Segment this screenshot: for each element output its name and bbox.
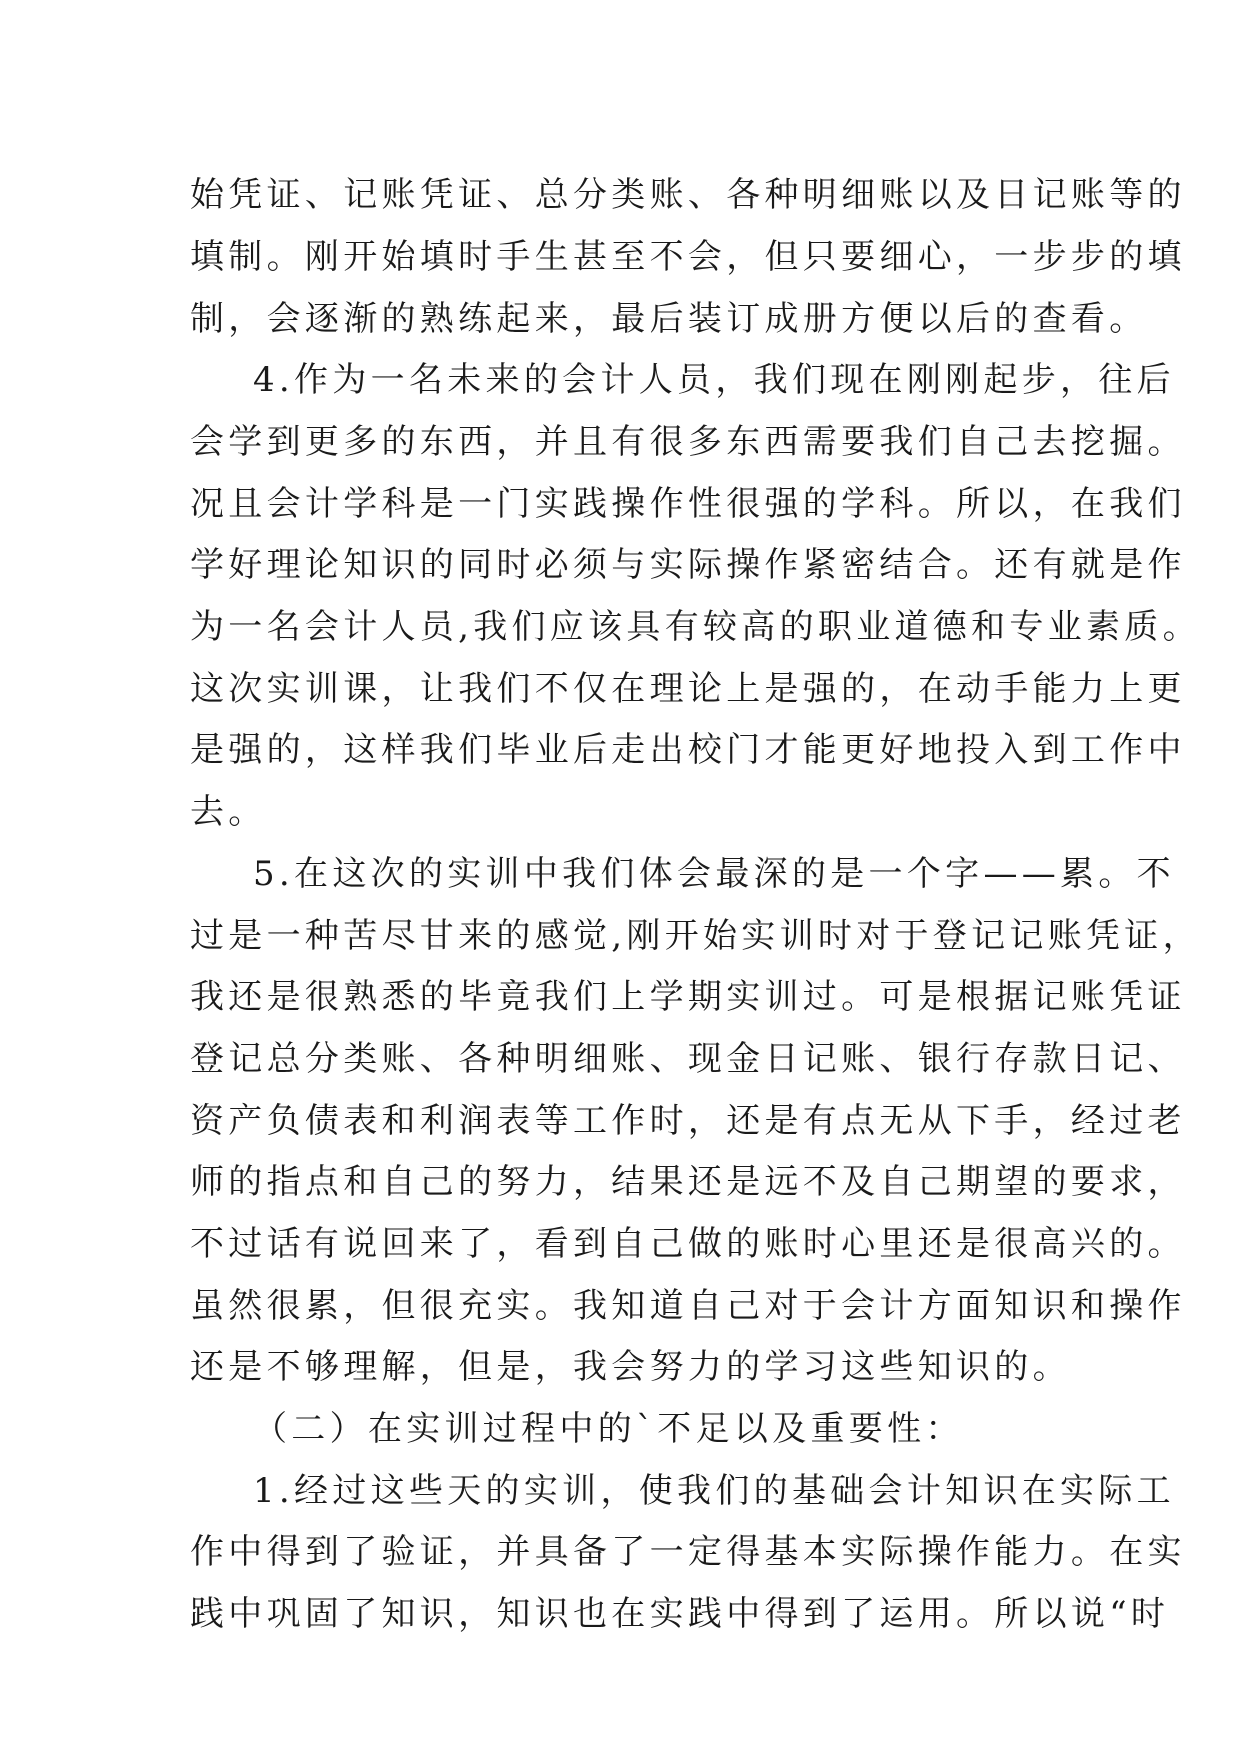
text-line: 虽然很累，但很充实。我知道自己对于会计方面知识和操作 [190,1286,1186,1326]
text-line: 5.在这次的实训中我们体会最深的是一个字——累。不 [253,854,1175,894]
text-line: 4.作为一名未来的会计人员，我们现在刚刚起步，往后 [253,360,1175,400]
text-line: 制，会逐渐的熟练起来，最后装订成册方便以后的查看。 [190,299,1148,339]
section-heading: （二）在实训过程中的`不足以及重要性： [253,1409,964,1449]
text-line: 况且会计学科是一门实践操作性很强的学科。所以，在我们 [190,484,1186,524]
text-line: 不过话有说回来了，看到自己做的账时心里还是很高兴的。 [190,1224,1186,1264]
text-line: 师的指点和自己的努力，结果还是远不及自己期望的要求， [190,1162,1186,1202]
text-line: 会学到更多的东西，并且有很多东西需要我们自己去挖掘。 [190,422,1186,462]
text-line: 去。 [190,792,267,832]
text-line: 还是不够理解，但是，我会努力的学习这些知识的。 [190,1347,1071,1387]
text-line: 作中得到了验证，并具备了一定得基本实际操作能力。在实 [190,1532,1186,1572]
text-line: 这次实训课，让我们不仅在理论上是强的，在动手能力上更 [190,669,1186,709]
text-line: 是强的，这样我们毕业后走出校门才能更好地投入到工作中 [190,730,1186,770]
text-line: 过是一种苦尽甘来的感觉,刚开始实训时对于登记记账凭证， [190,916,1201,956]
text-line: 我还是很熟悉的毕竟我们上学期实训过。可是根据记账凭证 [190,977,1186,1017]
text-line: 1.经过这些天的实训，使我们的基础会计知识在实际工 [253,1471,1175,1511]
text-line: 始凭证、记账凭证、总分类账、各种明细账以及日记账等的 [190,175,1186,215]
text-line: 资产负债表和利润表等工作时，还是有点无从下手，经过老 [190,1101,1186,1141]
text-line: 践中巩固了知识，知识也在实践中得到了运用。所以说“时 [190,1594,1170,1634]
text-line: 登记总分类账、各种明细账、现金日记账、银行存款日记、 [190,1039,1186,1079]
text-line: 学好理论知识的同时必须与实际操作紧密结合。还有就是作 [190,545,1186,585]
text-line: 为一名会计人员,我们应该具有较高的职业道德和专业素质。 [190,607,1201,647]
text-line: 填制。刚开始填时手生甚至不会，但只要细心，一步步的填 [190,237,1186,277]
